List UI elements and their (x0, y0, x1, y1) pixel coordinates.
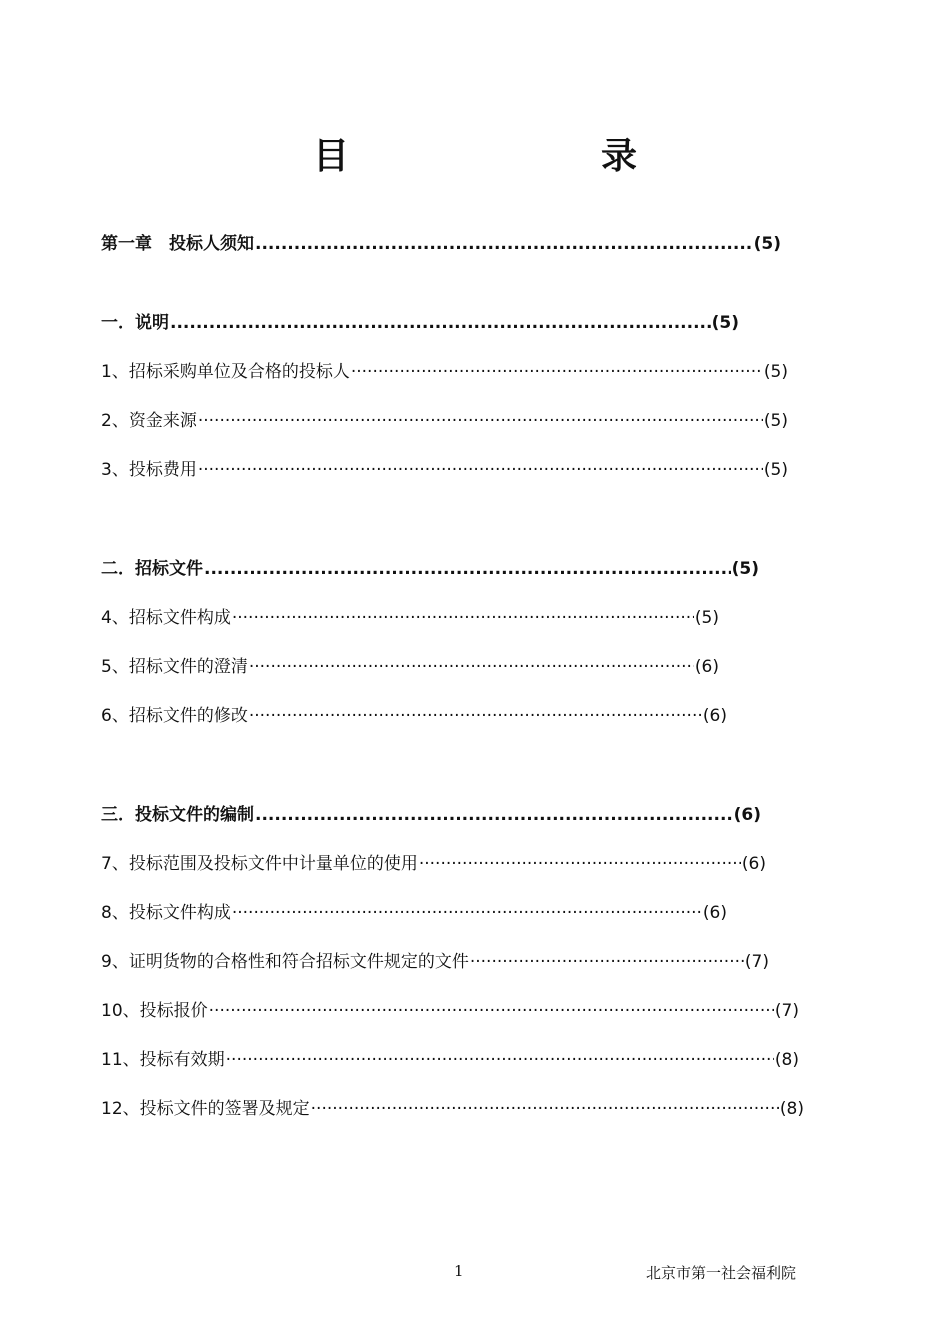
toc-entry-label: 1、招标采购单位及合格的投标人 (101, 362, 350, 382)
dot-leader (170, 313, 711, 333)
toc-entry-page: (7) (774, 1001, 799, 1021)
dot-leader (470, 952, 744, 972)
toc-entry-10[interactable] (101, 996, 799, 1022)
dot-leader (232, 903, 702, 923)
toc-entry-label: 二．招标文件 (101, 559, 203, 579)
toc-entry-2[interactable] (101, 406, 788, 432)
toc-entry-12[interactable] (101, 1094, 804, 1120)
toc-entry-5[interactable] (101, 652, 719, 678)
toc-entry-label: 10、投标报价 (101, 1001, 208, 1021)
page-title: 目 录 (312, 136, 697, 177)
dot-leader (232, 608, 694, 628)
toc-entry-page: (5) (694, 608, 719, 628)
dot-leader (226, 1050, 774, 1070)
dot-leader (209, 1001, 774, 1021)
toc-entry-section-3[interactable] (101, 800, 761, 826)
toc-entry-page: (6) (702, 903, 727, 923)
toc-entry-page: (6) (694, 657, 719, 677)
dot-leader (198, 460, 763, 480)
toc-entry-page: (5) (763, 362, 788, 382)
toc-entry-label: 6、招标文件的修改 (101, 706, 248, 726)
dot-leader (249, 706, 702, 726)
toc-entry-page: (8) (779, 1099, 804, 1119)
footer-organization: 北京市第一社会福利院 (646, 1264, 797, 1282)
toc-entry-3[interactable] (101, 455, 788, 481)
toc-entry-label: 11、投标有效期 (101, 1050, 225, 1070)
toc-entry-chapter-1[interactable] (101, 229, 781, 255)
toc-entry-page: (6) (733, 805, 761, 825)
toc-entry-page: (7) (744, 952, 769, 972)
toc-entry-page: (5) (711, 313, 739, 333)
toc-entry-11[interactable] (101, 1045, 799, 1071)
footer-page-number: 1 (454, 1262, 464, 1280)
toc-entry-8[interactable] (101, 898, 727, 924)
toc-entry-label: 12、投标文件的签署及规定 (101, 1099, 310, 1119)
toc-entry-page: (5) (753, 234, 781, 254)
toc-entry-label: 8、投标文件构成 (101, 903, 231, 923)
toc-entry-page: (6) (702, 706, 727, 726)
toc-entry-7[interactable] (101, 849, 766, 875)
toc-entry-6[interactable] (101, 701, 727, 727)
toc-entry-page: (6) (741, 854, 766, 874)
dot-leader (351, 362, 763, 382)
page-footer (0, 1262, 950, 1282)
toc-entry-label: 第一章 投标人须知 (101, 234, 254, 254)
toc-entry-page: (5) (763, 460, 788, 480)
dot-leader (311, 1099, 779, 1119)
toc-entry-9[interactable] (101, 947, 769, 973)
dot-leader (198, 411, 763, 431)
toc-entry-label: 7、投标范围及投标文件中计量单位的使用 (101, 854, 418, 874)
dot-leader (419, 854, 741, 874)
toc-entry-label: 5、招标文件的澄清 (101, 657, 248, 677)
toc-entry-1[interactable] (101, 357, 788, 383)
toc-entry-label: 三．投标文件的编制 (101, 805, 254, 825)
toc-entry-section-1[interactable] (101, 308, 739, 334)
dot-leader (249, 657, 694, 677)
dot-leader (255, 805, 733, 825)
toc-entry-page: (5) (763, 411, 788, 431)
toc-entry-label: 4、招标文件构成 (101, 608, 231, 628)
toc-entry-page: (5) (731, 559, 759, 579)
toc-entry-label: 一．说明 (101, 313, 169, 333)
toc-entry-label: 9、证明货物的合格性和符合招标文件规定的文件 (101, 952, 469, 972)
toc-entry-label: 2、资金来源 (101, 411, 197, 431)
toc-entry-section-2[interactable] (101, 554, 759, 580)
toc-entry-4[interactable] (101, 603, 719, 629)
toc-entry-page: (8) (774, 1050, 799, 1070)
dot-leader (255, 234, 753, 254)
dot-leader (204, 559, 731, 579)
toc-entry-label: 3、投标费用 (101, 460, 197, 480)
